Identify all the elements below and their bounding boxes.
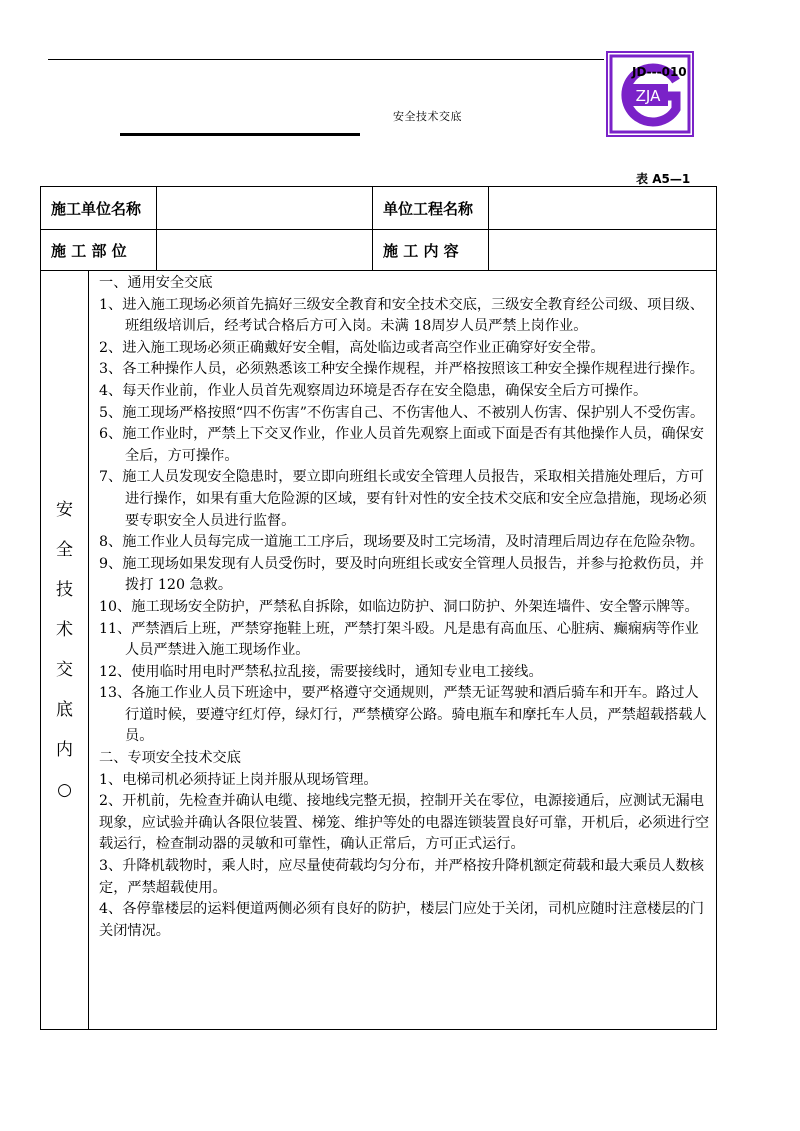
list-item: 3、各工种操作人员，必须熟悉该工种安全操作规程，并严格按照该工种安全操作规程进行操作。 bbox=[99, 361, 704, 378]
list-item: 7、施工人员发现安全隐患时，要立即向班组长或安全管理人员报告，采取相关措施处理后，方可进行操作，如果有重大危险源的区域，要有针对性的安全技术交底和安全应急措施，现场必须要专职安全人员进行监督。 bbox=[99, 469, 707, 529]
list-item: 9、施工现场如果发现有人员受伤时，要及时向班组长或安全管理人员报告，并参与抢救伤员，并拨打 120 急救。 bbox=[99, 555, 704, 594]
list-item: 11、严禁酒后上班，严禁穿拖鞋上班，严禁打架斗殴。凡是患有高血压、心脏病、癫痫病等作业人员严禁进入施工现场作业。 bbox=[99, 620, 699, 659]
form-number-value: A5—1 bbox=[652, 172, 691, 186]
logo-letters: ZJA bbox=[635, 87, 661, 105]
disclosure-side-label bbox=[41, 271, 89, 1030]
side-char: 安 bbox=[56, 500, 73, 520]
construction-content-value bbox=[489, 230, 717, 271]
unit-name-value bbox=[157, 187, 373, 230]
construction-content-label: 施 工 内 容 bbox=[373, 230, 489, 271]
header-top-rule bbox=[48, 59, 604, 60]
list-item: 1、进入施工现场必须首先搞好三级安全教育和安全技术交底，三级安全教育经公司级、项目级、班组级培训后，经考试合格后方可入岗。未满 18周岁人员严禁上岗作业。 bbox=[99, 296, 704, 335]
list-item: 2、进入施工现场必须正确戴好安全帽，高处临边或者高空作业正确穿好安全带。 bbox=[99, 339, 605, 356]
logo-code: JD---010 bbox=[632, 65, 687, 79]
table-row bbox=[41, 230, 717, 271]
list-item: 4、各停靠楼层的运料便道两侧必须有良好的防护，楼层门应处于关闭，司机应随时注意楼层的门关闭情况。 bbox=[99, 901, 704, 939]
form-number-prefix: 表 bbox=[636, 172, 649, 186]
list-item: 4、每天作业前，作业人员首先观察周边环境是否存在安全隐患，确保安全后方可操作。 bbox=[99, 382, 648, 399]
table-row bbox=[41, 271, 717, 1030]
side-char: 全 bbox=[56, 540, 73, 560]
side-char: 交 bbox=[56, 660, 73, 680]
list-item: 13、各施工作业人员下班途中，要严格遵守交通规则，严禁无证驾驶和酒后骑车和开车。路过人行道时候，要遵守红灯停，绿灯行，严禁横穿公路。骑电瓶车和摩托车人员，严禁超载搭载人员。 bbox=[99, 685, 707, 745]
side-char: 技 bbox=[56, 580, 73, 600]
header-thick-rule bbox=[120, 133, 360, 136]
form-number bbox=[636, 170, 690, 187]
unit-name-label: 施工单位名称 bbox=[41, 187, 157, 230]
side-char: 底 bbox=[56, 700, 73, 720]
company-logo-icon bbox=[606, 51, 694, 137]
side-char: 术 bbox=[56, 620, 73, 640]
list-item: 8、施工作业人员每完成一道施工工序后，现场要及时工完场清，及时清理后周边存在危险杂物。 bbox=[99, 534, 704, 551]
list-item: 12、使用临时用电时严禁私拉乱接，需要接线时，通知专业电工接线。 bbox=[99, 663, 543, 680]
construction-part-label: 施 工 部 位 bbox=[41, 230, 157, 271]
project-name-value bbox=[489, 187, 717, 230]
disclosure-table bbox=[40, 186, 717, 1030]
construction-part-value bbox=[157, 230, 373, 271]
side-char: ○ bbox=[57, 780, 72, 800]
list-item: 10、施工现场安全防护，严禁私自拆除，如临边防护、洞口防护、外架连墙件、安全警示牌等。 bbox=[99, 598, 699, 615]
section-title: 二、专项安全技术交底 bbox=[99, 750, 241, 767]
document-title: 安全技术交底 bbox=[393, 110, 462, 123]
list-item: 5、施工现场严格按照“四不伤害”不伤害自己、不伤害他人、不被别人伤害、保护别人不受伤害。 bbox=[99, 404, 705, 421]
list-item: 6、施工作业时，严禁上下交叉作业，作业人员首先观察上面或下面是否有其他操作人员，确保安全后，方可操作。 bbox=[99, 426, 704, 464]
list-item: 1、电梯司机必须持证上岗并服从现场管理。 bbox=[99, 771, 378, 788]
side-char: 内 bbox=[56, 740, 73, 760]
project-name-label: 单位工程名称 bbox=[373, 187, 489, 230]
list-item: 3、升降机载物时，乘人时，应尽量使荷载均匀分布，并严格按升降机额定荷载和最大乘员人数核定，严禁超载使用。 bbox=[99, 858, 704, 896]
table-row bbox=[41, 187, 717, 230]
list-item: 2、开机前，先检查并确认电缆、接地线完整无损，控制开关在零位，电源接通后，应测试无漏电现象，应试验并确认各限位装置、梯笼、维护等处的电器连锁装置良好可靠，开机后，必须进行空载运行，检查制动器的灵敏和可靠性，确认正常后，方可正式运行。 bbox=[99, 793, 710, 853]
section-title: 一、通用安全交底 bbox=[99, 275, 213, 291]
disclosure-content bbox=[89, 271, 717, 1030]
